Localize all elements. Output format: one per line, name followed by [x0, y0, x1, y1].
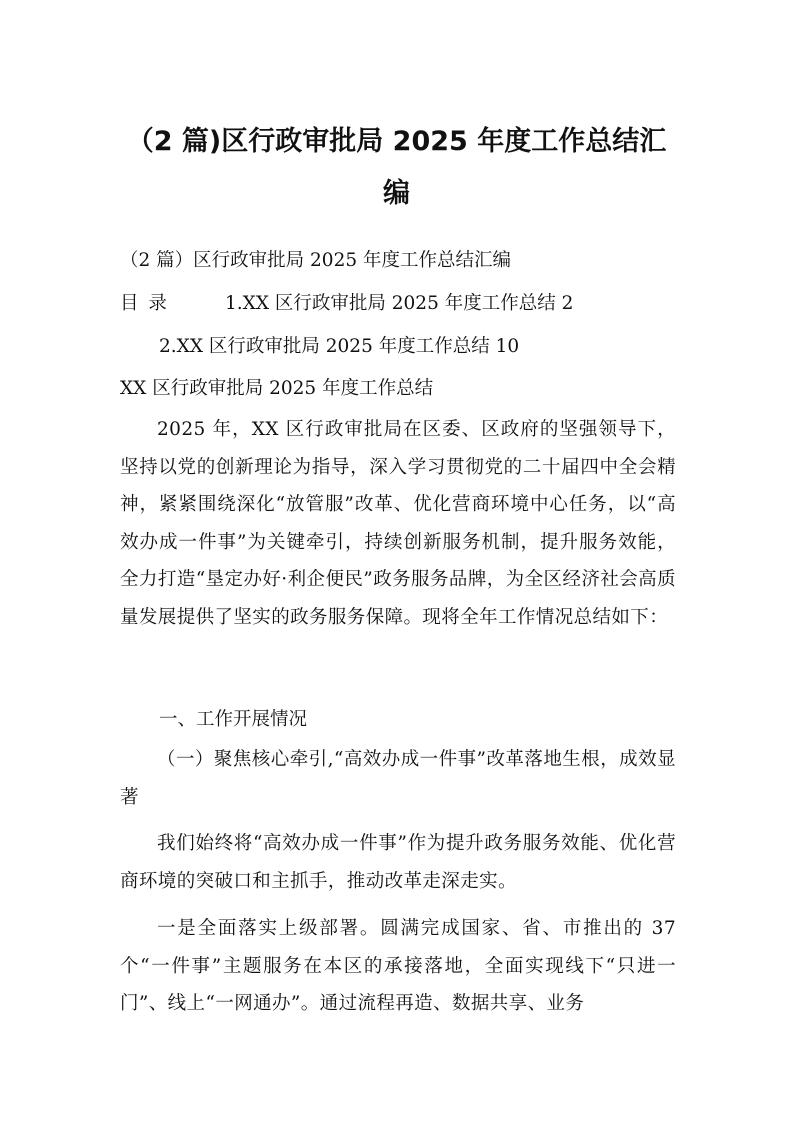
toc-label: 目 录	[120, 293, 169, 314]
document-title-line-1: （2 篇)区行政审批局 2025 年度工作总结汇	[126, 126, 667, 157]
heading-level-1: 一、工作开展情况	[159, 709, 308, 730]
toc-entry-1: 1.XX 区行政审批局 2025 年度工作总结 2	[225, 293, 574, 314]
document-subtitle: （2 篇）区行政审批局 2025 年度工作总结汇编	[120, 250, 511, 271]
toc-row-1	[120, 289, 573, 319]
heading-level-2: （一）聚焦核心牵引,“高效办成一件事”改革落地生根，成效显著	[120, 749, 676, 808]
document-title-line-2: 编	[383, 178, 410, 209]
intro-paragraph: 2025 年，XX 区行政审批局在区委、区政府的坚强领导下，坚持以党的创新理论为指导，深入学习贯彻党的二十届四中全会精神，紧紧围绕深化“放管服”改革、优化营商环境中心任务，以“高效办成一件事”为关键牵引，持续创新服务机制，提升服务效能，全力打造“垦定办好·利企便民”政务服务品牌，为全区经济社会高质量发展提供了坚实的政务服务保障。现将全年工作情况总结如下：	[120, 419, 676, 628]
body-paragraph-2: 一是全面落实上级部署。圆满完成国家、省、市推出的 37 个“一件事”主题服务在本区的承接落地，全面实现线下“只进一门”、线上“一网通办”。通过流程再造、数据共享、业务	[120, 918, 676, 1014]
section-title: XX 区行政审批局 2025 年度工作总结	[120, 378, 434, 399]
toc-entry-2: 2.XX 区行政审批局 2025 年度工作总结 10	[159, 336, 520, 357]
body-paragraph-1: 我们始终将“高效办成一件事”作为提升政务服务效能、优化营商环境的突破口和主抓手，推动改革走深走实。	[120, 833, 676, 892]
